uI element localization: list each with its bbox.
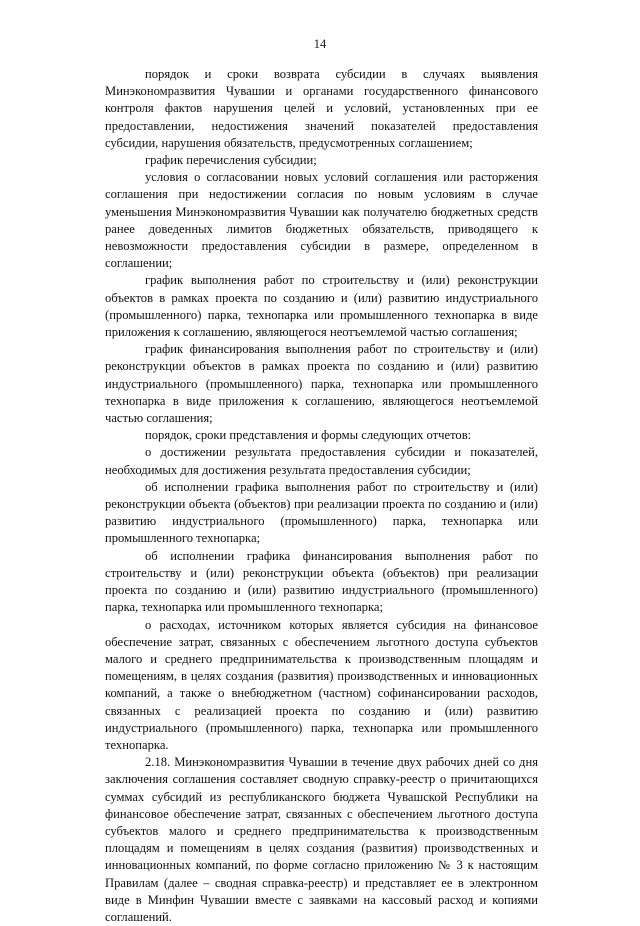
paragraph: условия о согласовании новых условий соглашения или расторжения соглашения при недостижении согласия по новым условиям в случае уменьшения Минэкономразвития Чувашии как получателю бюджетных средств ранее доведенных лимитов бюджетных обязательств, приводящего к невозможности предоставления субсидии в размере, определенном в соглашении; bbox=[105, 170, 538, 271]
document-body bbox=[105, 66, 538, 926]
paragraph: график выполнения работ по строительству и (или) реконструкции объектов в рамках проекта по созданию и (или) развитию индустриального (промышленного) парка, технопарка или промышленного технопарка в виде приложения к соглашению, являющегося неотъемлемой частью соглашения; bbox=[105, 273, 538, 340]
paragraph: порядок и сроки возврата субсидии в случаях выявления Минэкономразвития Чувашии и органами государственного финансового контроля фактов нарушения целей и условий, установленных при ее предоставлении, недостижения значений показателей предоставления субсидии, нарушения обязательств, предусмотренных соглашением; bbox=[105, 67, 538, 150]
paragraph: график перечисления субсидии; bbox=[145, 153, 317, 168]
paragraph: 2.18. Минэкономразвития Чувашии в течение двух рабочих дней со дня заключения соглашения составляет сводную справку-реестр о причитающихся суммах субсидий из республиканского бюджета Чувашской Республики на финансовое обеспечение затрат, связанных с обеспечением льготного доступа субъектов малого и среднего предпринимательства к производственным площадям и помещениям в целях создания (развития) производственных и инновационных компаний, по форме согласно приложению № 3 к настоящим Правилам (далее – сводная справка-реестр) и представляет ее в электронном виде в Минфин Чувашии вместе с заявками на кассовый расход и копиями соглашений. bbox=[105, 755, 538, 924]
paragraph: о расходах, источником которых является субсидия на финансовое обеспечение затрат, связанных с обеспечением льготного доступа субъектов малого и среднего предпринимательства к производственным площадям и помещениям, в целях создания (развития) производственных и инновационных компаний, а также о внебюджетном (частном) софинансировании расходов, связанных с реализацией проекта по созданию и (или) развитию индустриального (промышленного) парка, технопарка или промышленного технопарка. bbox=[105, 617, 538, 752]
paragraph: об исполнении графика финансирования выполнения работ по строительству и (или) реконструкции объекта (объектов) при реализации проекта по созданию и (или) развитию индустриального (промышленного) парка, технопарка или промышленного технопарка; bbox=[105, 548, 538, 615]
page-number: 14 bbox=[313, 37, 327, 51]
paragraph: график финансирования выполнения работ по строительству и (или) реконструкции объектов в рамках проекта по созданию и (или) развитию индустриального (промышленного) парка, технопарка или промышленного технопарка в виде приложения к соглашению, являющегося неотъемлемой частью соглашения; bbox=[105, 342, 538, 426]
paragraph: порядок, сроки представления и формы следующих отчетов: bbox=[145, 428, 472, 443]
paragraph: о достижении результата предоставления субсидии и показателей, необходимых для достижения результата предоставления субсидии; bbox=[105, 445, 538, 477]
paragraph: об исполнении графика выполнения работ по строительству и (или) реконструкции объекта (объектов) при реализации проекта по созданию и (или) развитию индустриального (промышленного) парка, технопарка или промышленного технопарка; bbox=[105, 479, 538, 546]
